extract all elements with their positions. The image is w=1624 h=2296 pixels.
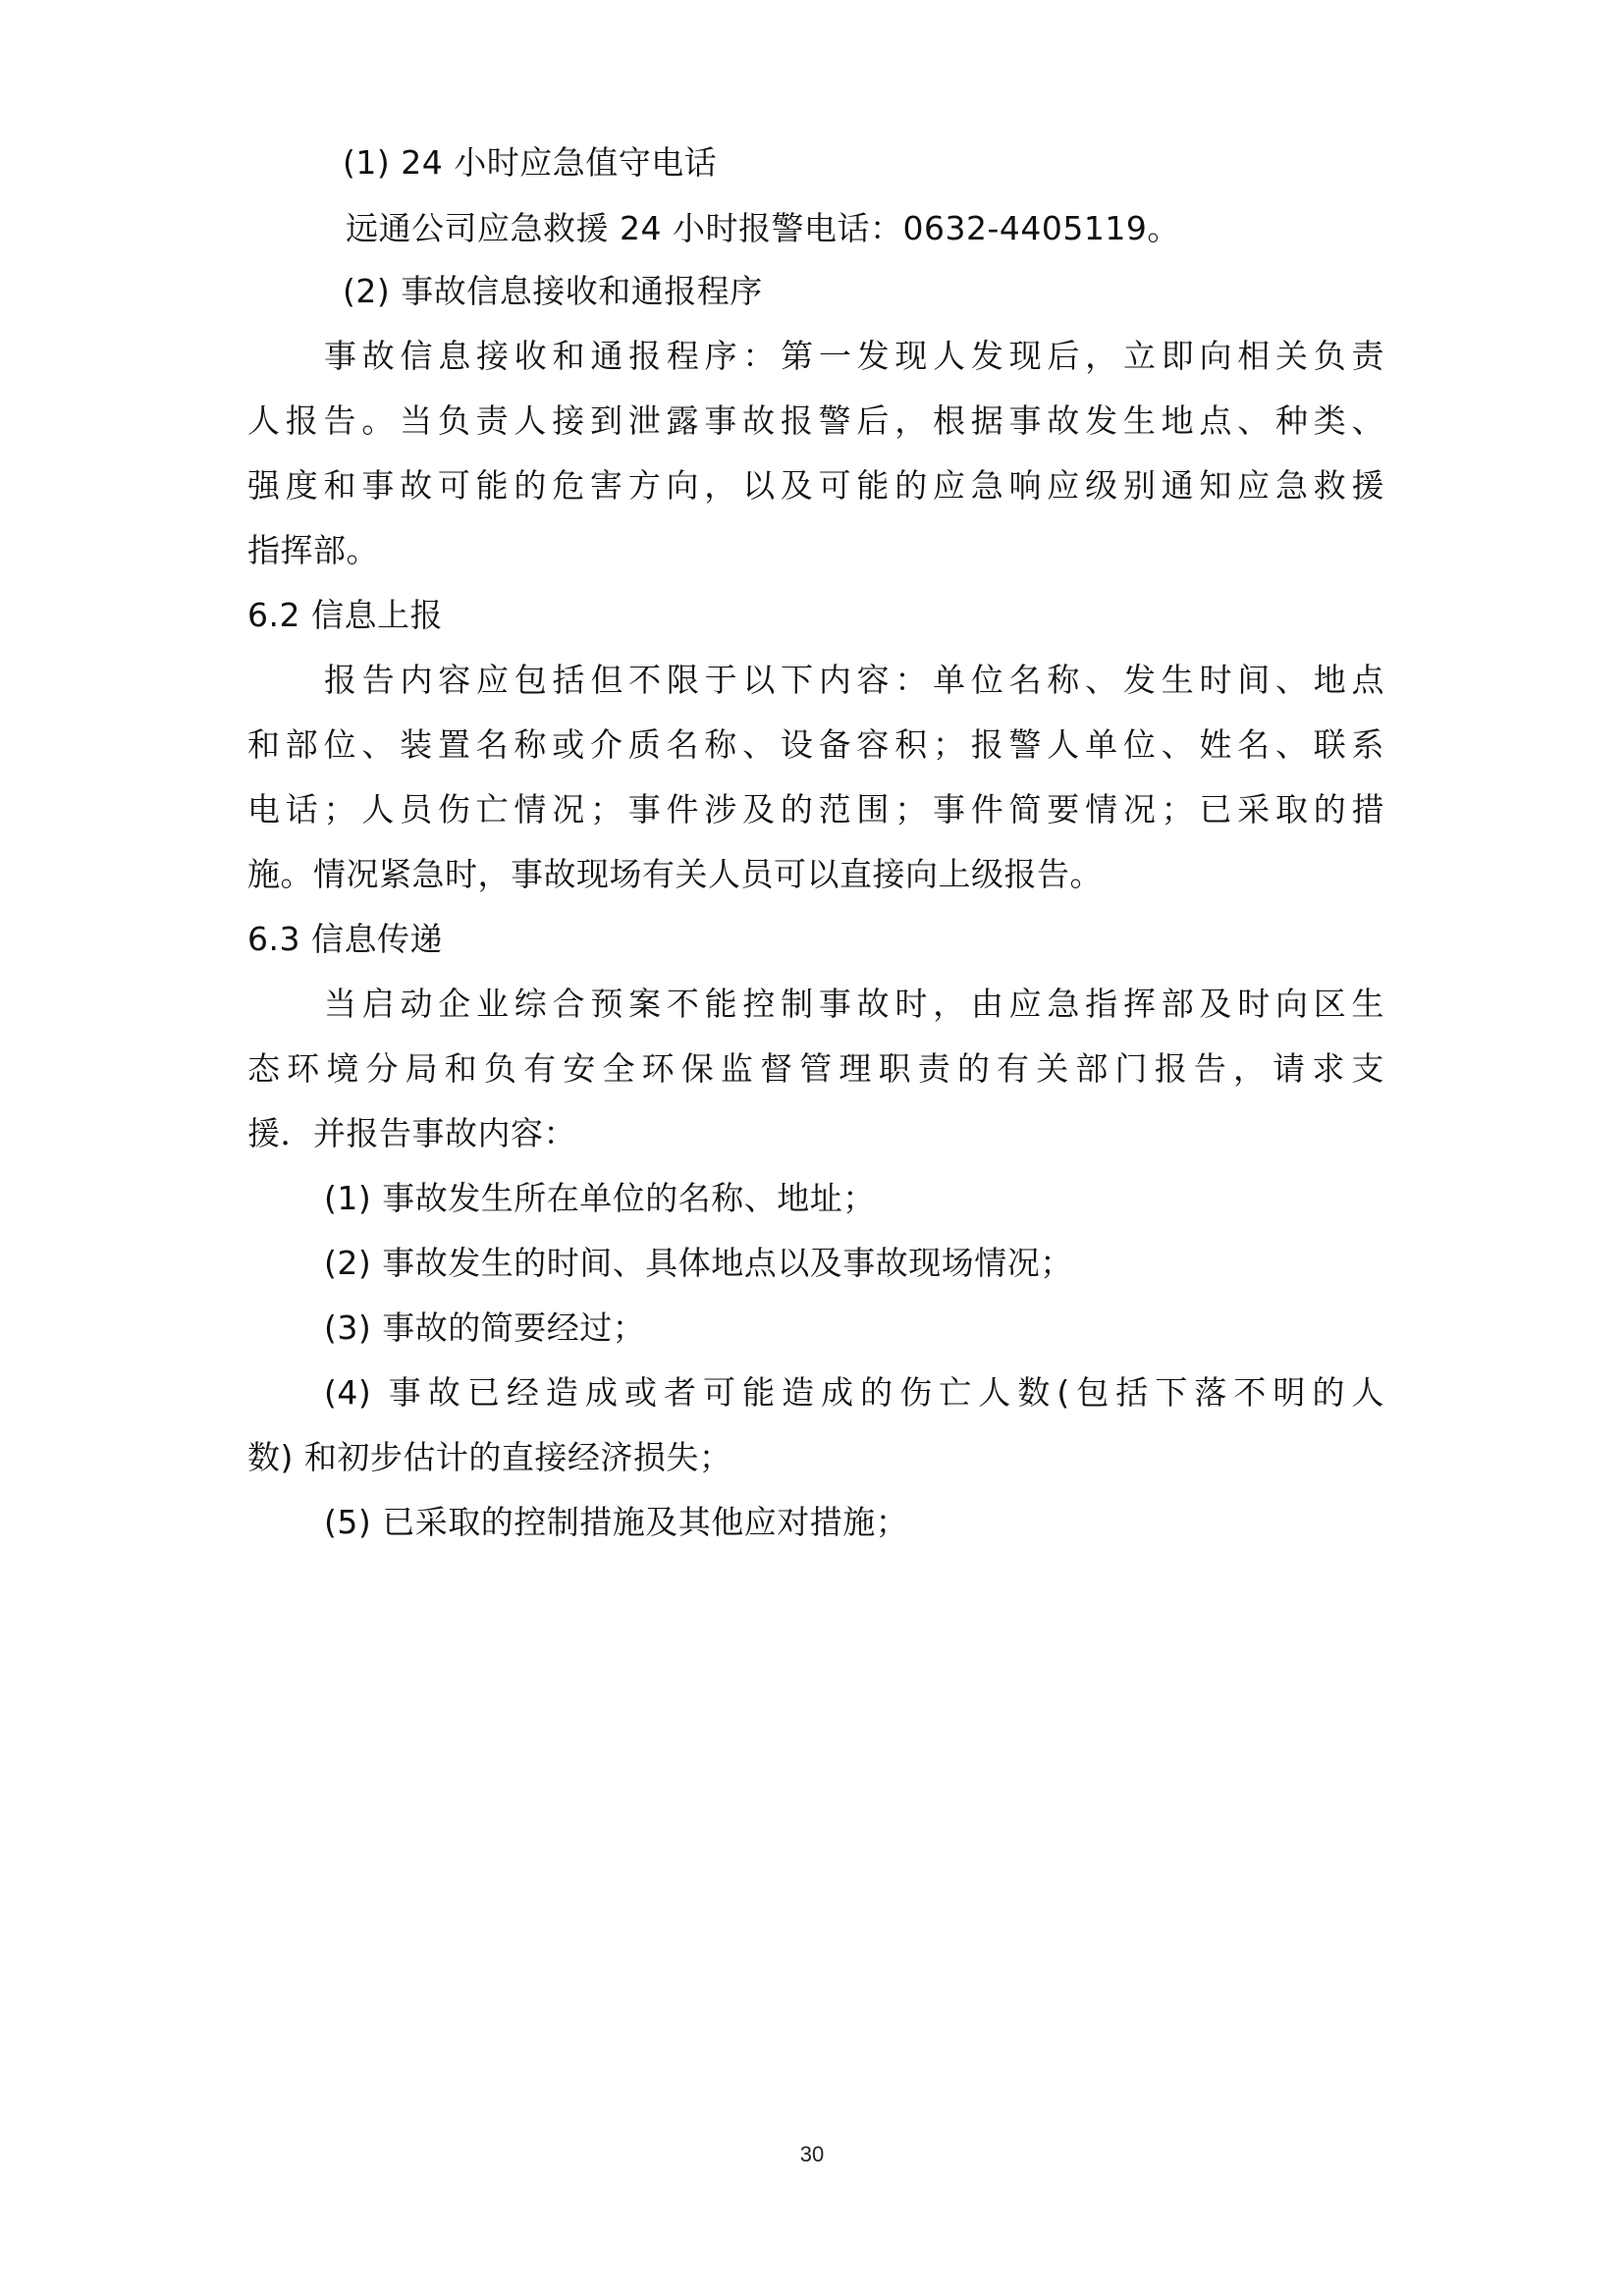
paragraph-line: 和部位、装置名称或介质名称、设备容积；报警人单位、姓名、联系 bbox=[247, 725, 1384, 764]
page-number: 30 bbox=[799, 2142, 825, 2166]
list-item-duty-phone: (1) 24 小时应急值守电话 bbox=[343, 143, 718, 182]
list-item: (3) 事故的简要经过； bbox=[324, 1308, 646, 1347]
paragraph-line: 事故信息接收和通报程序：第一发现人发现后，立即向相关负责 bbox=[324, 337, 1384, 375]
paragraph-line: 态环境分局和负有安全环保监督管理职责的有关部门报告，请求支 bbox=[247, 1049, 1384, 1088]
list-item-report-procedure: (2) 事故信息接收和通报程序 bbox=[343, 272, 763, 310]
paragraph-line: 电话；人员伤亡情况；事件涉及的范围；事件简要情况；已采取的措 bbox=[247, 790, 1384, 828]
paragraph-line: 当启动企业综合预案不能控制事故时，由应急指挥部及时向区生 bbox=[324, 985, 1384, 1023]
list-item-continuation: 数) 和初步估计的直接经济损失； bbox=[247, 1438, 732, 1476]
list-item: (1) 事故发生所在单位的名称、地址； bbox=[324, 1179, 876, 1217]
section-heading-6-3: 6.3 信息传递 bbox=[247, 920, 443, 958]
paragraph-line: 施。情况紧急时，事故现场有关人员可以直接向上级报告。 bbox=[247, 855, 1103, 893]
paragraph-emergency-phone: 远通公司应急救援 24 小时报警电话：0632-4405119。 bbox=[346, 209, 1180, 247]
paragraph-line: 强度和事故可能的危害方向，以及可能的应急响应级别通知应急救援 bbox=[247, 466, 1384, 505]
list-item: (4) 事故已经造成或者可能造成的伤亡人数(包括下落不明的人 bbox=[324, 1373, 1384, 1412]
list-item: (2) 事故发生的时间、具体地点以及事故现场情况； bbox=[324, 1244, 1073, 1282]
paragraph-line: 人报告。当负责人接到泄露事故报警后，根据事故发生地点、种类、 bbox=[247, 401, 1384, 440]
paragraph-line: 援．并报告事故内容： bbox=[247, 1114, 576, 1152]
section-heading-6-2: 6.2 信息上报 bbox=[247, 596, 443, 634]
paragraph-line: 指挥部。 bbox=[247, 531, 379, 569]
list-item: (5) 已采取的控制措施及其他应对措施； bbox=[324, 1503, 909, 1541]
paragraph-line: 报告内容应包括但不限于以下内容：单位名称、发生时间、地点 bbox=[324, 661, 1384, 699]
